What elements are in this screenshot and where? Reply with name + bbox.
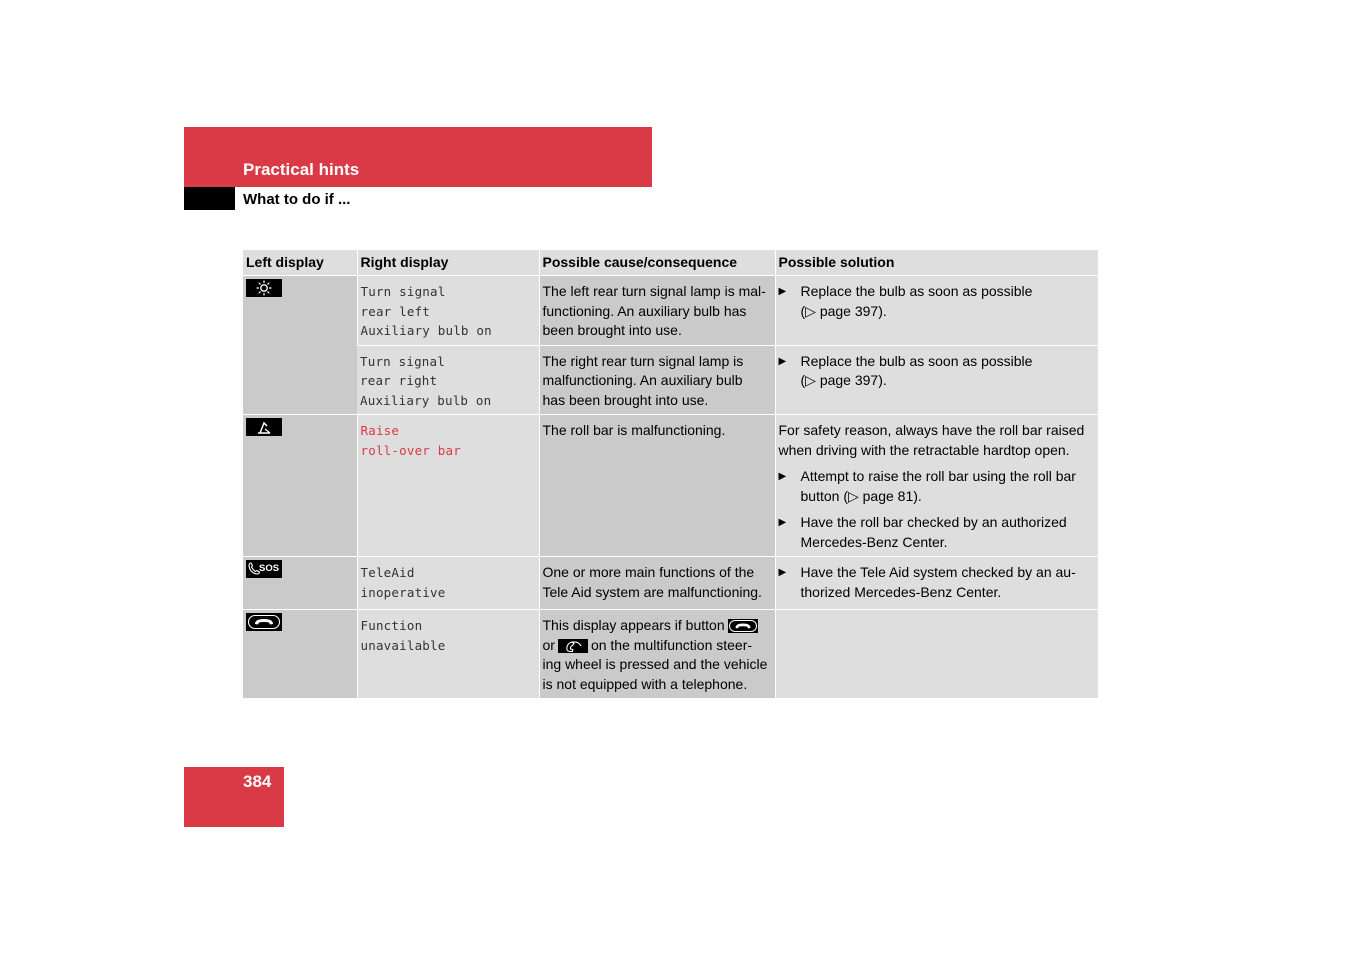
cause-text: The right rear turn signal lamp is malfunctioning. An auxiliary bulb has been brought into use. <box>542 352 744 408</box>
bullet-triangle-icon: ▶ <box>778 517 787 528</box>
phone-hangup-icon <box>728 619 758 633</box>
solution-item <box>779 282 1096 321</box>
solution-text: Replace the bulb as soon as possible (▷ page 397). <box>800 283 1033 319</box>
solution-intro-text: For safety reason, always have the roll bar raised when driving with the retractable hardtop open. <box>778 422 1085 458</box>
cause-cell <box>539 557 775 610</box>
solution-cell <box>775 610 1098 699</box>
solution-item <box>779 563 1096 602</box>
cause-text-part: or <box>542 636 555 653</box>
right-display-cell <box>357 415 539 557</box>
sos-phone-icon <box>246 560 282 578</box>
cause-text: One or more main functions of the Tele Aid system are malfunctioning. <box>542 564 762 600</box>
column-header-left-display: Left display <box>243 250 357 276</box>
solution-item <box>779 513 1096 552</box>
display-message-text: TeleAid inoperative <box>360 565 446 600</box>
cause-text: The left rear turn signal lamp is mal- functioning. An auxiliary bulb has been brought into use. <box>542 283 766 338</box>
display-message-text: Turn signal rear right Auxiliary bulb on <box>360 353 492 408</box>
page-number: 384 <box>243 772 272 791</box>
bulb-icon <box>246 279 282 297</box>
solution-item <box>779 352 1096 391</box>
solution-text: Replace the bulb as soon as possible (▷ page 397). <box>800 352 1033 388</box>
right-display-cell <box>357 276 539 346</box>
cause-text: The roll bar is malfunctioning. <box>542 422 726 438</box>
bullet-triangle-icon: ▶ <box>778 567 787 578</box>
cause-cell <box>539 276 775 346</box>
bullet-triangle-icon: ▶ <box>778 286 787 297</box>
cause-text-part: This display appears if button <box>542 617 725 633</box>
display-message-text: Function unavailable <box>360 618 446 653</box>
left-display-cell <box>243 557 357 610</box>
right-display-cell <box>357 610 539 699</box>
table-row <box>243 557 1098 610</box>
solution-cell <box>775 415 1098 557</box>
solution-cell <box>775 557 1098 610</box>
display-messages-table <box>243 250 1098 699</box>
solution-item <box>779 467 1096 506</box>
left-display-cell <box>243 610 357 699</box>
solution-text: Have the roll bar checked by an authorized Mercedes-Benz Center. <box>800 514 1067 550</box>
right-display-cell <box>357 345 539 415</box>
display-message-text: Turn signal rear left Auxiliary bulb on <box>360 284 492 338</box>
solution-text: Have the Tele Aid system checked by an au- thorized Mercedes-Benz Center. <box>800 564 1076 600</box>
table-header-row <box>243 250 1098 276</box>
table-row <box>243 276 1098 346</box>
section-marker <box>184 187 235 210</box>
left-display-cell <box>243 415 357 557</box>
table-row <box>243 610 1098 699</box>
subsection-title: What to do if ... <box>243 191 351 208</box>
cause-cell <box>539 415 775 557</box>
solution-text: Attempt to raise the roll bar using the roll bar button (▷ page 81). <box>800 468 1076 504</box>
roll-bar-icon <box>246 418 282 436</box>
left-display-cell <box>243 276 357 415</box>
display-message-text: Raise roll-over bar <box>360 423 461 458</box>
cause-cell <box>539 345 775 415</box>
column-header-right-display: Right display <box>357 250 539 276</box>
sos-label: SOS <box>259 563 280 574</box>
cause-cell <box>539 610 775 699</box>
table-row <box>243 415 1098 557</box>
bullet-triangle-icon: ▶ <box>778 355 787 367</box>
solution-cell <box>775 345 1098 415</box>
bullet-triangle-icon: ▶ <box>778 471 787 482</box>
cause-text-part: on the multifunction steer- ing wheel is pressed and the vehicle is not equipped with a telephone. <box>542 636 768 692</box>
section-title: Practical hints <box>243 160 360 179</box>
column-header-solution: Possible solution <box>775 250 1098 276</box>
phone-answer-icon <box>558 639 588 653</box>
cause-text <box>543 616 772 694</box>
table-row <box>243 345 1098 415</box>
column-header-cause: Possible cause/consequence <box>539 250 775 276</box>
solution-cell <box>775 276 1098 346</box>
right-display-cell <box>357 557 539 610</box>
phone-hangup-icon <box>246 613 282 631</box>
